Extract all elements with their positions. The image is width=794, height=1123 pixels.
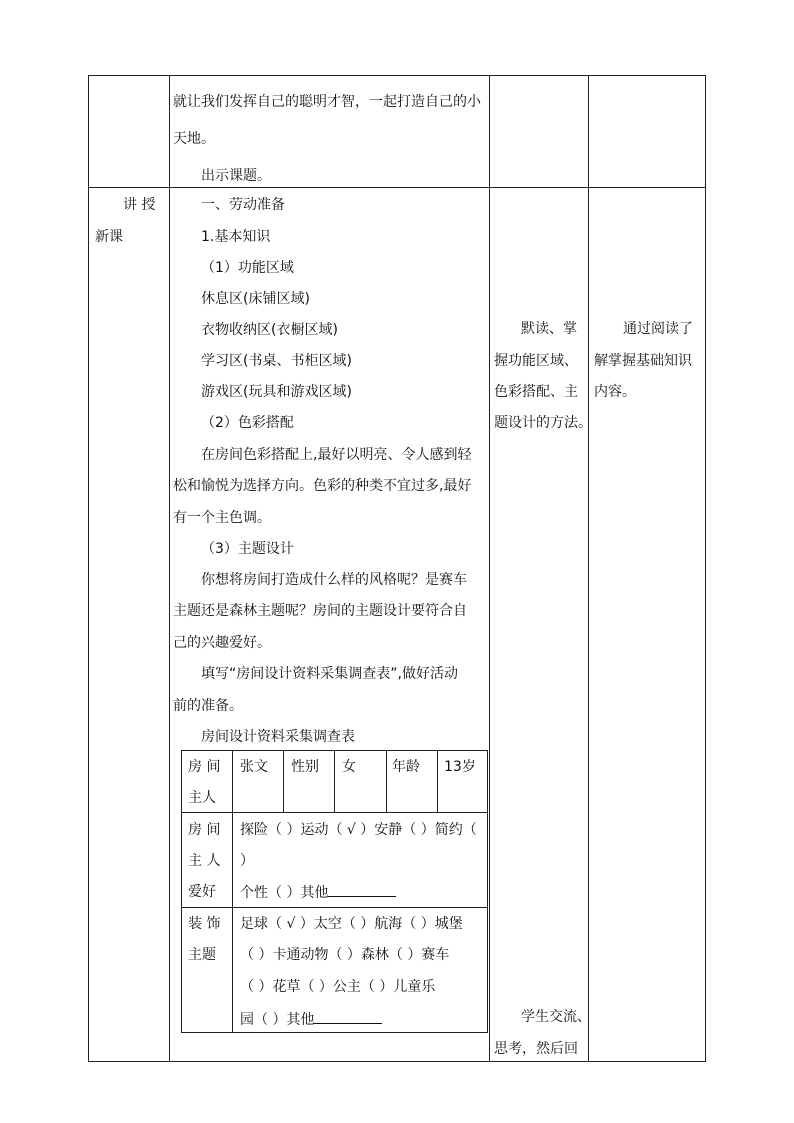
survey-label: 性别 xyxy=(291,759,319,775)
intro-line-2: 天地。 xyxy=(173,131,215,147)
survey-age-value: 13岁 xyxy=(444,759,476,775)
survey-label: 主题 xyxy=(188,947,216,963)
fill-in-blank xyxy=(314,1009,382,1024)
survey-column-divider xyxy=(437,751,438,812)
paragraph-line: 松和愉悦为选择方向。色彩的种类不宜过多,最好 xyxy=(173,478,472,494)
survey-owner-name: 张文 xyxy=(240,759,268,775)
theme-options-line: 园（ ）其他 xyxy=(240,1009,382,1030)
survey-label: 年龄 xyxy=(392,759,420,775)
stage-label-line-1: 讲 授 xyxy=(123,197,156,213)
topic-heading-1: （1）功能区域 xyxy=(201,260,294,276)
zone-item: 休息区(床铺区域) xyxy=(201,291,310,307)
zone-item: 衣物收纳区(衣橱区域) xyxy=(201,322,338,338)
paragraph-line: 主题还是森林主题呢？房间的主题设计要符合自 xyxy=(173,603,467,619)
section-heading: 一、劳动准备 xyxy=(201,197,285,213)
column-divider xyxy=(489,76,490,1061)
design-intent-line: 解掌握基础知识 xyxy=(594,353,692,369)
student-activity-line: 色彩搭配、主 xyxy=(494,384,578,400)
survey-column-divider xyxy=(232,751,233,1032)
survey-row-divider xyxy=(182,812,487,813)
theme-options-line: （ ）卡通动物（ ）森林（ ）赛车 xyxy=(240,947,450,963)
paragraph-line: 在房间色彩搭配上,最好以明亮、令人感到轻 xyxy=(201,447,472,463)
theme-options-line: （ ）花草（ ）公主（ ）儿童乐 xyxy=(240,979,436,995)
survey-table-title: 房间设计资料采集调查表 xyxy=(201,729,355,745)
column-divider xyxy=(588,76,589,1061)
hobby-options-line: 探险（ ）运动（ √ ）安静（ ）简约（ xyxy=(240,822,477,838)
paragraph-line: 前的准备。 xyxy=(173,698,243,714)
hobby-options-line: ） xyxy=(240,853,254,869)
hobby-options-line: 个性（ ）其他 xyxy=(240,882,396,903)
paragraph-line: 你想将房间打造成什么样的风格呢？是赛车 xyxy=(201,572,467,588)
survey-column-divider xyxy=(334,751,335,812)
paragraph-line: 填写“房间设计资料采集调查表”,做好活动 xyxy=(201,666,458,682)
survey-label: 房 间 xyxy=(188,759,221,775)
intro-line-3: 出示课题。 xyxy=(201,168,271,184)
theme-options-line: 足球（ √ ）太空（ ）航海（ ）城堡 xyxy=(240,916,463,932)
student-activity-line: 题设计的方法。 xyxy=(494,415,592,431)
design-intent-line: 通过阅读了 xyxy=(623,321,693,337)
subsection-heading: 1.基本知识 xyxy=(201,229,271,245)
paragraph-line: 有一个主色调。 xyxy=(173,510,271,526)
fill-in-blank xyxy=(328,882,396,897)
survey-label: 装 饰 xyxy=(188,916,221,932)
student-activity-line: 默读、掌 xyxy=(521,321,577,337)
survey-column-divider xyxy=(386,751,387,812)
student-activity-line: 握功能区域、 xyxy=(494,353,578,369)
student-activity-line: 思考，然后回 xyxy=(494,1041,578,1057)
column-divider xyxy=(169,76,170,1061)
zone-item: 学习区(书桌、书柜区域) xyxy=(201,353,352,369)
survey-label: 爱好 xyxy=(188,884,216,900)
stage-label-line-2: 新课 xyxy=(95,229,123,245)
survey-label: 房 间 xyxy=(188,822,221,838)
survey-label: 主 人 xyxy=(188,853,221,869)
topic-heading-3: （3）主题设计 xyxy=(201,541,294,557)
survey-label: 主人 xyxy=(188,790,216,806)
survey-row-divider xyxy=(182,907,487,908)
paragraph-line: 己的兴趣爱好。 xyxy=(173,635,271,651)
row-divider xyxy=(89,187,705,188)
intro-line-1: 就让我们发挥自己的聪明才智，一起打造自己的小 xyxy=(173,94,481,110)
survey-gender-value: 女 xyxy=(342,759,356,775)
topic-heading-2: （2）色彩搭配 xyxy=(201,415,294,431)
zone-item: 游戏区(玩具和游戏区域) xyxy=(201,384,352,400)
survey-column-divider xyxy=(283,751,284,812)
design-intent-line: 内容。 xyxy=(594,384,636,400)
student-activity-line: 学生交流、 xyxy=(521,1009,591,1025)
